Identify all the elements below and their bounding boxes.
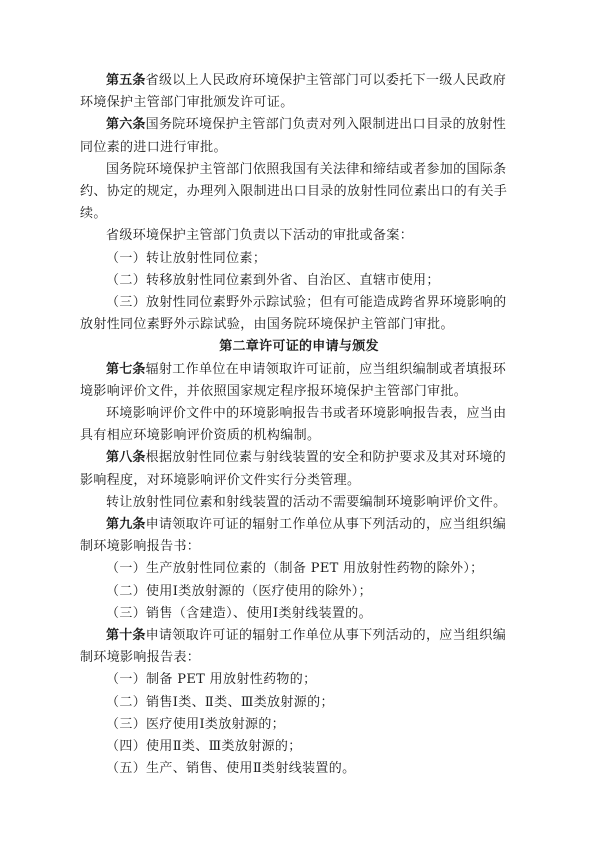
list-item: （一）转让放射性同位素；: [106, 250, 267, 266]
paragraph: 转让放射性同位素和射线装置的活动不需要编制环境影响评价文件。: [106, 494, 507, 510]
list-item: （二）转移放射性同位素到外省、自治区、直辖市使用；: [106, 272, 440, 288]
article-8: [80, 447, 518, 491]
article-label: 第八条: [106, 450, 146, 466]
article-text: 国务院环境保护主管部门负责对列入限制进出口目录的放射性同位素的进口进行审批。: [80, 117, 507, 155]
article-label: 第五条: [106, 73, 146, 88]
paragraph: 国务院环境保护主管部门依照我国有关法律和缔结或者参加的国际条约、协定的规定，办理列入限制进出口目录的放射性同位素出口的有关手续。: [80, 161, 508, 222]
list-item: （三）放射性同位素野外示踪试验；但有可能造成跨省界环境影响的放射性同位素野外示踪试验，由国务院环境保护主管部门审批。: [80, 295, 507, 333]
article-label: 第六条: [106, 117, 146, 133]
article-10: [80, 625, 518, 669]
list-item: （三）医疗使用Ⅰ类放射源的；: [106, 716, 286, 732]
list-item: （一）生产放射性同位素的（制备 PET 用放射性药物的除外）；: [106, 561, 484, 577]
paragraph: 省级环境保护主管部门负责以下活动的审批或备案：: [106, 228, 414, 244]
article-text: 省级以上人民政府环境保护主管部门可以委托下一级人民政府环境保护主管部门审批颁发许可证。: [80, 73, 507, 111]
article-7: [80, 359, 518, 403]
article-label: 第九条: [106, 517, 146, 533]
list-item: （四）使用Ⅱ类、Ⅲ类放射源的；: [106, 739, 302, 755]
list-item: （五）生产、销售、使用Ⅱ类射线装置的。: [106, 761, 356, 777]
article-text: 申请领取许可证的辐射工作单位从事下列活动的，应当组织编制环境影响报告表：: [80, 628, 507, 666]
article-text: 根据放射性同位素与射线装置的安全和防护要求及其对环境的影响程度，对环境影响评价文件实行分类管理。: [80, 450, 507, 488]
article-6: [80, 114, 518, 158]
list-item: （二）销售Ⅰ类、Ⅱ类、Ⅲ类放射源的；: [106, 694, 334, 710]
paragraph: 环境影响评价文件中的环境影响报告书或者环境影响报告表，应当由具有相应环境影响评价资质的机构编制。: [80, 406, 507, 444]
article-label: 第十条: [106, 628, 146, 644]
chapter-heading: 第二章许可证的申请与颁发: [219, 339, 379, 355]
list-item: （一）制备 PET 用放射性药物的；: [106, 672, 317, 688]
article-text: 辐射工作单位在申请领取许可证前，应当组织编制或者填报环境影响评价文件，并依照国家规定程序报环境保护主管部门审批。: [80, 361, 507, 399]
article-5: [80, 70, 518, 114]
list-item: （二）使用Ⅰ类放射源的（医疗使用的除外）；: [106, 583, 372, 599]
article-text: 申请领取许可证的辐射工作单位从事下列活动的，应当组织编制环境影响报告书：: [80, 517, 507, 555]
list-item: （三）销售（含建造）、使用Ⅰ类射线装置的。: [106, 605, 372, 621]
article-label: 第七条: [106, 361, 146, 377]
article-9: [80, 514, 518, 558]
document-page: [80, 70, 518, 781]
